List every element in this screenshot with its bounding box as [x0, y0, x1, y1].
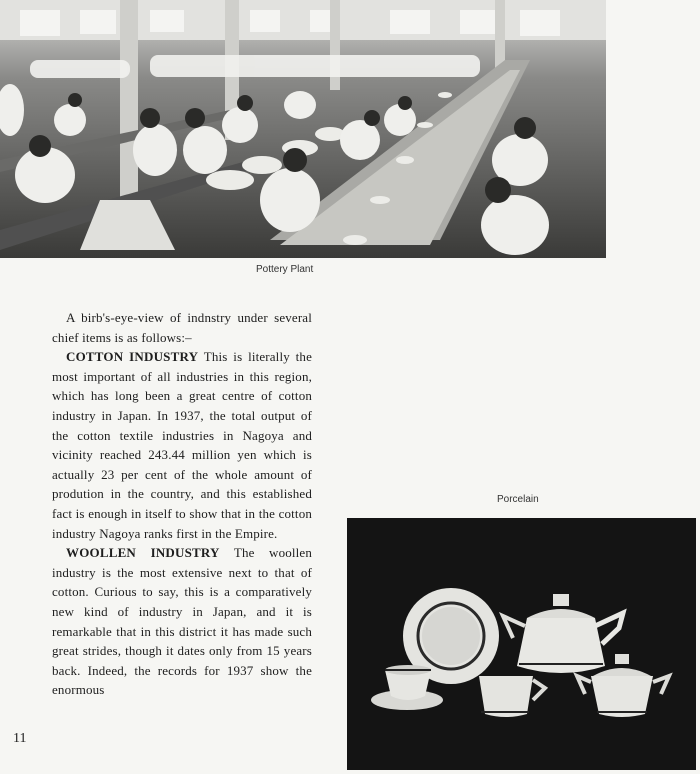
porcelain-caption: Porcelain — [497, 494, 539, 505]
woollen-paragraph — [52, 543, 312, 700]
porcelain-illustration — [347, 518, 696, 770]
intro-paragraph: A birb's-eye-view of indnstry under several chief items is as follows:– — [52, 310, 312, 345]
cotton-heading: COTTON INDUSTRY — [66, 349, 199, 365]
cotton-paragraph — [52, 347, 312, 543]
body-text — [52, 308, 312, 700]
page-number: 11 — [13, 731, 27, 746]
pottery-plant-illustration — [0, 0, 606, 258]
woollen-heading: WOOLLEN INDUSTRY — [66, 545, 220, 561]
pottery-plant-photo — [0, 0, 606, 258]
woollen-text: The woollen industry is the most extensive next to that of cotton. Curious to say, this is a comparatively new kind of industry in Japan, and it is remarkable that in this district it has made such great strides, though it dates only from 15 years back. Indeed, the records for 1937 show the enormous — [52, 545, 312, 698]
pottery-plant-caption: Pottery Plant — [256, 264, 314, 275]
porcelain-photo — [347, 518, 696, 770]
cotton-text: This is literally the most important of all industries in this region, which has long been a great centre of cotton industry in Japan. In 1937, the total output of the cotton textile industries in Nagoya and vicinity reached 243.44 million yen which is actually 23 per cent of the whole amount of prodution in the country, and this established fact is enough in itself to show that in the cotton industry Nagoya ranks first in the Empire. — [52, 349, 312, 541]
